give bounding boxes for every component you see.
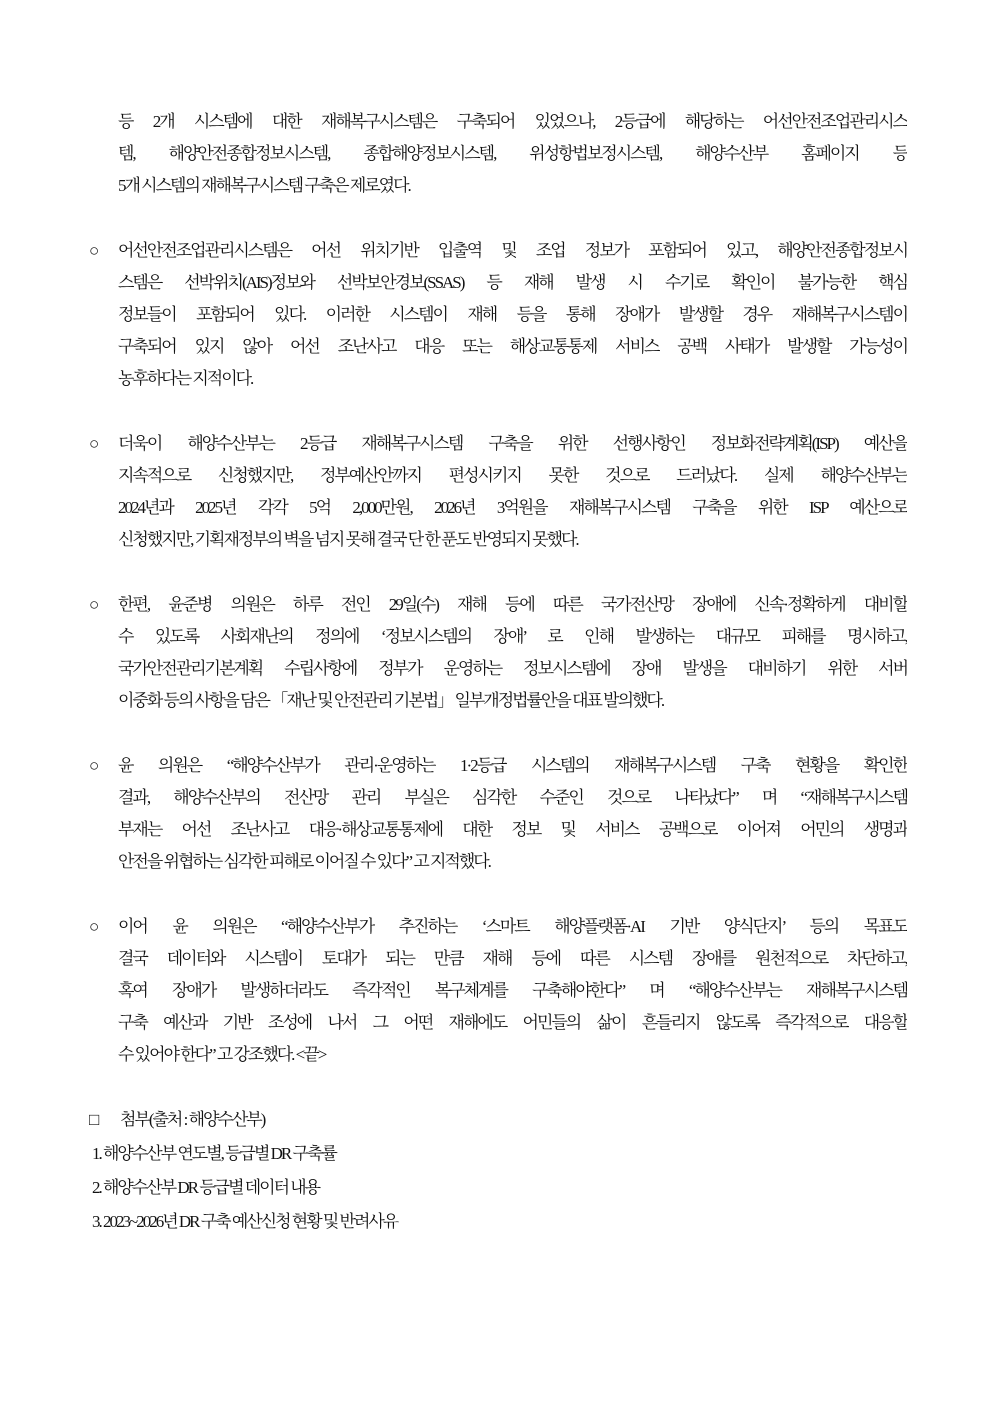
text-line: 템, 해양안전종합정보시스템, 종합해양정보시스템, 위성항법보정시스템, 해양수산부 홈페이지 등: [118, 144, 907, 163]
text-line: 안전을 위협하는 심각한 피해로 이어질 수 있다” 고 지적했다.: [118, 852, 490, 871]
text-line: 부재는 어선 조난사고 대응·해상교통통제에 대한 정보 및 서비스 공백으로 이어져 어민의 생명과: [118, 820, 907, 839]
press-release-body: [89, 106, 907, 1238]
bullet-paragraph-4: [89, 750, 907, 878]
text-line: 5개 시스템의 재해복구시스템 구축은 제로였다.: [118, 176, 410, 195]
attachment-item-2: 2. 해양수산부 DR 등급별 데이터 내용: [92, 1178, 320, 1197]
intro-paragraph: [89, 106, 907, 202]
checkbox-icon: □: [89, 1110, 100, 1129]
text-line: 농후하다는 지적이다.: [118, 369, 253, 388]
text-line: 혹여 장애가 발생하더라도 즉각적인 복구체계를 구축해야한다” 며 “해양수산부는 재해복구시스템: [118, 981, 907, 1000]
attachment-item-3: 3. 2023~2026년 DR 구축 예산신청 현황 및 반려사유: [92, 1212, 398, 1231]
bullet-paragraph-5: [89, 911, 907, 1071]
text-line: 이어 윤 의원은 “해양수산부가 추진하는 ‘스마트 해양플랫폼·AI 기반 양식단지’ 등의 목표도: [118, 917, 907, 936]
circle-bullet-icon: ○: [89, 917, 100, 936]
text-line: 결국 데이터와 시스템이 토대가 되는 만큼 재해 등에 따른 시스템 장애를 원천적으로 차단하고,: [118, 949, 907, 968]
circle-bullet-icon: ○: [89, 434, 100, 453]
bullet-paragraph-3: [89, 589, 907, 717]
text-line: 지속적으로 신청했지만, 정부예산안까지 편성시키지 못한 것으로 드러났다. 실제 해양수산부는: [118, 466, 907, 485]
text-line: 더욱이 해양수산부는 2등급 재해복구시스템 구축을 위한 선행사항인 정보화전략계획(ISP) 예산을: [118, 434, 907, 453]
text-line: 구축 예산과 기반 조성에 나서 그 어떤 재해에도 어민들의 삶이 흔들리지 않도록 즉각적으로 대응할: [118, 1013, 907, 1032]
text-line: 등 2개 시스템에 대한 재해복구시스템은 구축되어 있었으나, 2등급에 해당하는 어선안전조업관리시스: [118, 112, 907, 131]
circle-bullet-icon: ○: [89, 756, 100, 775]
text-line: 신청했지만, 기획재정부의 벽을 넘지 못해 결국 단 한 푼도 반영되지 못했다.: [118, 530, 578, 549]
attachment-section: [89, 1104, 907, 1238]
circle-bullet-icon: ○: [89, 595, 100, 614]
text-line: 결과, 해양수산부의 전산망 관리 부실은 심각한 수준인 것으로 나타났다” 며 “재해복구시스템: [118, 788, 907, 807]
bullet-paragraph-1: [89, 235, 907, 395]
text-line: 국가안전관리기본계획 수립사항에 정부가 운영하는 정보시스템에 장애 발생을 대비하기 위한 서버: [118, 659, 907, 678]
text-line: 구축되어 있지 않아 어선 조난사고 대응 또는 해상교통통제 서비스 공백 사태가 발생할 가능성이: [118, 337, 907, 356]
attachment-title: 첨부(출처 : 해양수산부): [120, 1110, 265, 1129]
text-line: 2024년과 2025년 각각 5억 2,000만원, 2026년 3억원을 재해복구시스템 구축을 위한 ISP 예산으로: [118, 498, 907, 517]
text-line: 정보들이 포함되어 있다. 이러한 시스템이 재해 등을 통해 장애가 발생할 경우 재해복구시스템이: [118, 305, 907, 324]
text-line: 한편, 윤준병 의원은 하루 전인 29일(수) 재해 등에 따른 국가전산망 장애에 신속·정확하게 대비할: [118, 595, 907, 614]
text-line: 윤 의원은 “해양수산부가 관리·운영하는 1·2등급 시스템의 재해복구시스템 구축 현황을 확인한: [118, 756, 907, 775]
bullet-paragraph-2: [89, 428, 907, 556]
attachment-header: [89, 1104, 907, 1136]
text-line: 수 있도록 사회재난의 정의에 ‘정보시스템의 장애’ 로 인해 발생하는 대규모 피해를 명시하고,: [118, 627, 907, 646]
attachment-item-1: 1. 해양수산부 연도별, 등급별 DR 구축률: [92, 1144, 336, 1163]
text-line: 스템은 선박위치(AIS)정보와 선박보안경보(SSAS) 등 재해 발생 시 수기로 확인이 불가능한 핵심: [118, 273, 907, 292]
text-line: 이중화 등의 사항을 담은 「재난 및 안전관리 기본법」 일부개정법률안을 대표 발의했다.: [118, 691, 664, 710]
text-line: 수 있어야 한다” 고 강조했다. <끝>: [118, 1045, 326, 1064]
text-line: 어선안전조업관리시스템은 어선 위치기반 입출역 및 조업 정보가 포함되어 있고, 해양안전종합정보시: [118, 241, 907, 260]
circle-bullet-icon: ○: [89, 241, 100, 260]
